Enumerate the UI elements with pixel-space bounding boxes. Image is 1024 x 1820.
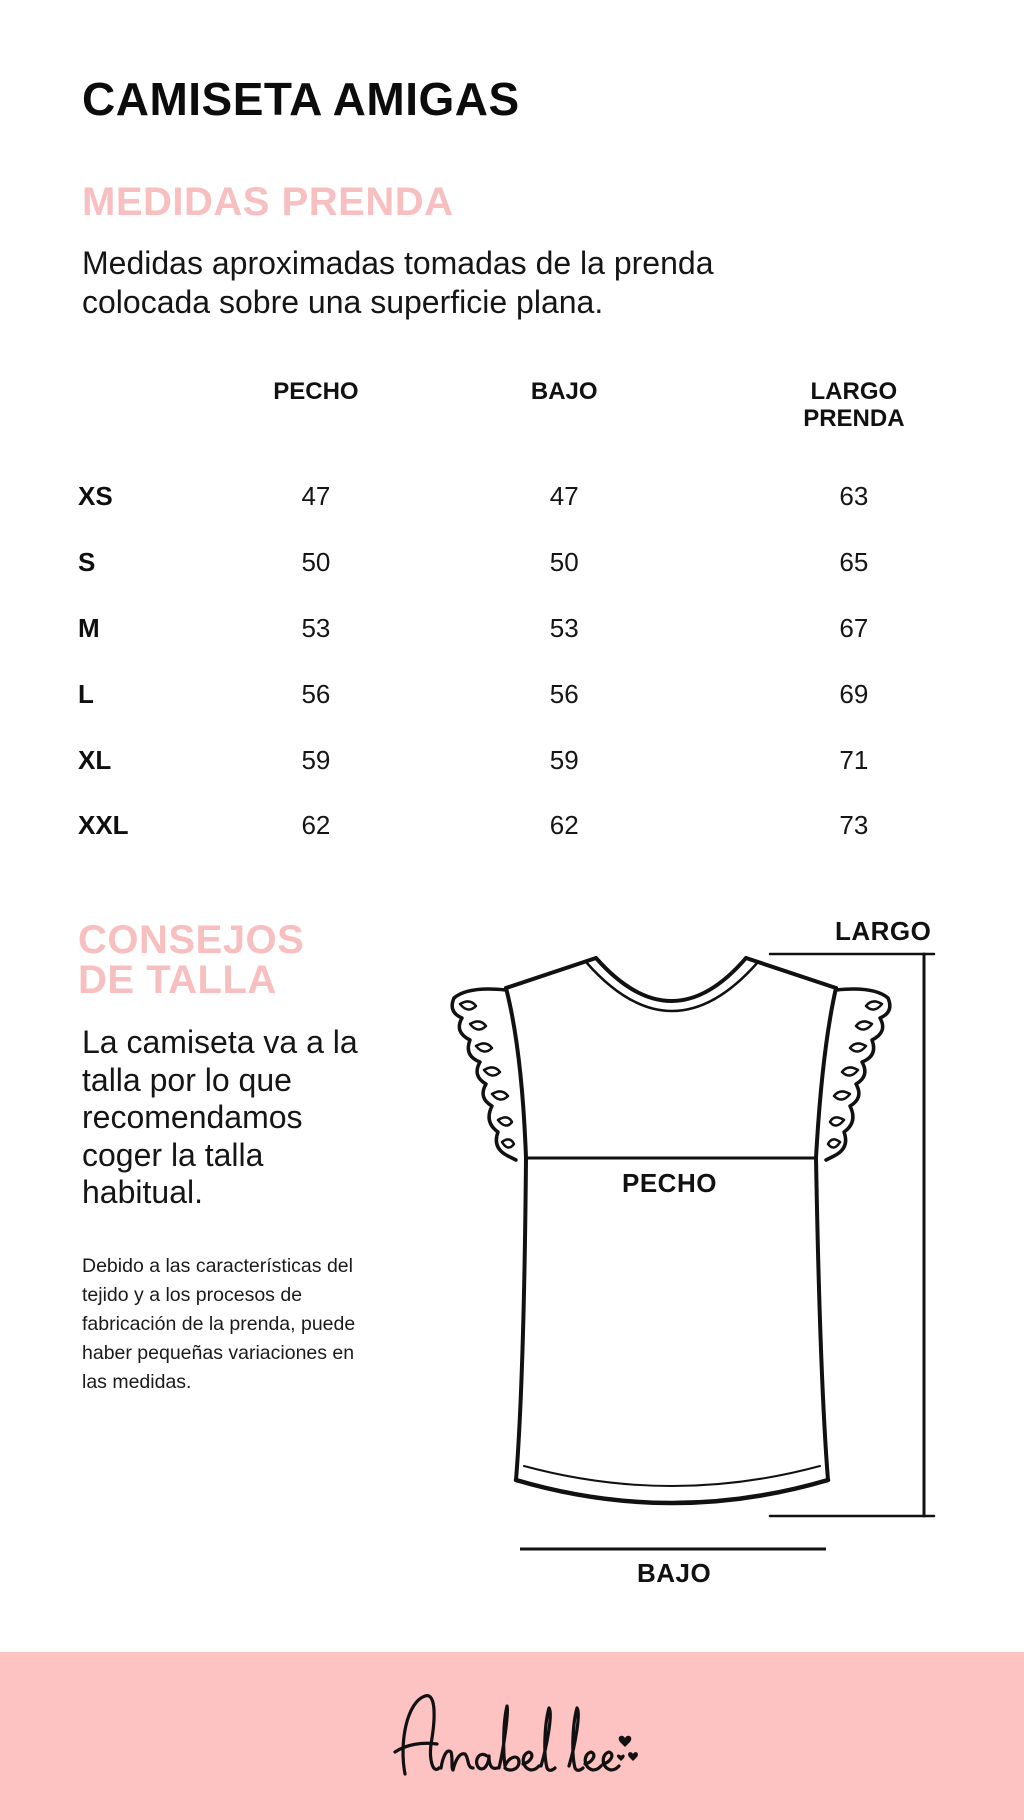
size-label: S [78,547,96,578]
size-label: M [78,612,100,643]
bajo-value: 59 [549,744,579,775]
measurements-intro: Medidas aproximadas tomadas de la prenda colocada sobre una superficie plana. [82,245,714,320]
bajo-measure-line [520,1546,826,1552]
size-label: XXL [78,810,129,841]
largo-value: 69 [839,678,869,709]
pecho-value: 53 [301,612,331,643]
table-row [78,530,978,596]
disclaimer-text: Debido a las características del tejido y a los procesos de fabricación de la prenda, puede haber pequeñas variaciones en las medidas. [82,1255,356,1393]
largo-value: 63 [839,481,869,512]
table-row [78,596,978,662]
largo-value: 67 [839,612,869,643]
pecho-value: 62 [301,810,331,841]
size-table [78,378,978,859]
largo-value: 73 [839,810,869,841]
bajo-value: 47 [549,481,579,512]
table-row [78,464,978,530]
pecho-value: 47 [301,481,331,512]
table-row [78,661,978,727]
anabel-lee-handwritten-logo [385,1682,645,1792]
size-column-header [78,378,233,464]
size-label: XL [78,744,112,775]
bajo-value: 62 [549,810,579,841]
bajo-value: 50 [549,547,579,578]
pecho-value: 56 [301,678,331,709]
column-header-bajo: BAJO [530,378,598,405]
bajo-value: 56 [549,678,579,709]
table-row [78,793,978,859]
size-label: L [78,678,94,709]
bajo-label: BAJO [637,1558,712,1588]
pecho-label: PECHO [622,1168,717,1198]
advice-text: La camiseta va a la talla por lo que recomendamos coger la talla habitual. [82,1024,358,1210]
pecho-value: 59 [301,744,331,775]
table-row [78,727,978,793]
column-header-pecho: PECHO [273,378,359,405]
bajo-value: 53 [549,612,579,643]
largo-label: LARGO [835,916,932,946]
advice-heading: CONSEJOS DE TALLA [78,918,305,1002]
column-header-largo: LARGO PRENDA [803,378,905,432]
tshirt-ruffle-sleeve-icon [440,900,960,1540]
pecho-value: 50 [301,547,331,578]
measurements-heading: MEDIDAS PRENDA [82,180,454,224]
size-label: XS [78,481,113,512]
largo-value: 71 [839,744,869,775]
table-header-row [78,378,978,464]
page-title: CAMISETA AMIGAS [82,73,520,125]
largo-value: 65 [839,547,869,578]
